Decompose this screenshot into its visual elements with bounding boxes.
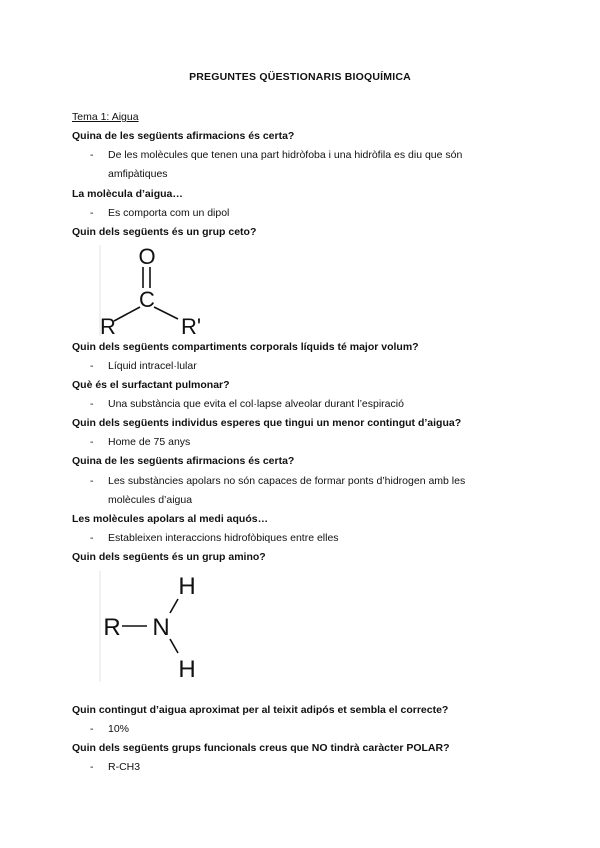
bottom-hydrogen: H: [178, 656, 196, 683]
r-group: R: [103, 614, 121, 641]
bullet-dash: -: [90, 207, 94, 219]
bullet-dash: -: [90, 149, 94, 161]
answer-8-text: Estableixen interaccions hidrofòbiques entre elles: [108, 532, 339, 544]
left-r-group: R: [100, 314, 116, 338]
answer-4-text: Líquid intracel·lular: [108, 360, 197, 372]
answer-1-continuation: amfipàtiques: [108, 168, 168, 180]
question-8: Les molècules apolars al medi aquós…: [72, 513, 269, 525]
carbon-atom: C: [139, 287, 155, 312]
answer-4: [90, 360, 197, 372]
question-1: Quina de les següents afirmacions és certa?: [72, 130, 295, 142]
answer-1-line-1: De les molècules que tenen una part hidròfoba i una hidròfila es diu que són: [108, 149, 463, 161]
bullet-dash: -: [90, 532, 94, 544]
right-r-group: R': [180, 314, 202, 338]
bond-c-r-right: [154, 307, 178, 319]
ketone-structure: [92, 243, 212, 338]
answer-11: [90, 761, 140, 773]
answer-7-line-1: Les substàncies apolars no són capaces de formar ponts d’hidrogen amb les: [108, 475, 466, 487]
bullet-dash: -: [90, 475, 94, 487]
answer-10-text: 10%: [108, 723, 130, 735]
question-9: Quin dels següents és un grup amino?: [72, 551, 266, 563]
question-7: Quina de les següents afirmacions és certa?: [72, 455, 295, 467]
top-hydrogen: H: [178, 573, 196, 600]
nitrogen-atom: N: [152, 614, 170, 641]
answer-10: [90, 723, 129, 735]
topic-heading: Tema 1: Aigua: [72, 111, 139, 123]
bullet-dash: -: [90, 761, 94, 773]
question-4: Quin dels següents compartiments corporals líquids té major volum?: [72, 341, 419, 353]
answer-7: [90, 475, 465, 487]
question-10: Quin contingut d’aigua aproximat per al teixit adipós et sembla el correcte?: [72, 704, 449, 716]
question-6: Quin dels següents individus esperes que tingui un menor contingut d’aigua?: [72, 417, 462, 429]
question-11: Quin dels següents grups funcionals creus que NO tindrà caràcter POLAR?: [72, 742, 450, 754]
answer-6-text: Home de 75 anys: [108, 436, 191, 448]
answer-5: [90, 398, 404, 410]
bullet-dash: -: [90, 436, 94, 448]
answer-2: [90, 207, 229, 219]
oxygen-atom: O: [138, 244, 156, 269]
answer-2-text: Es comporta com un dipol: [108, 207, 230, 219]
answer-11-text: R-CH3: [108, 761, 141, 773]
question-5: Què és el surfactant pulmonar?: [72, 379, 230, 391]
answer-5-text: Una substància que evita el col·lapse alveolar durant l’espiració: [108, 398, 404, 410]
answer-7-continuation: molècules d’aigua: [108, 494, 193, 506]
question-3: Quin dels següents és un grup ceto?: [72, 226, 257, 238]
bullet-dash: -: [90, 360, 94, 372]
document-title: PREGUNTES QÜESTIONARIS BIOQUÍMICA: [189, 71, 411, 83]
bond-c-r-left: [114, 307, 140, 321]
bullet-dash: -: [90, 398, 94, 410]
bond-n-h-bottom: [170, 639, 178, 653]
answer-6: [90, 436, 190, 448]
answer-1: [90, 149, 462, 161]
bullet-dash: -: [90, 723, 94, 735]
question-2: La molècula d’aigua…: [72, 188, 183, 200]
answer-8: [90, 532, 339, 544]
amine-structure: [92, 569, 212, 684]
bond-n-h-top: [170, 599, 178, 613]
